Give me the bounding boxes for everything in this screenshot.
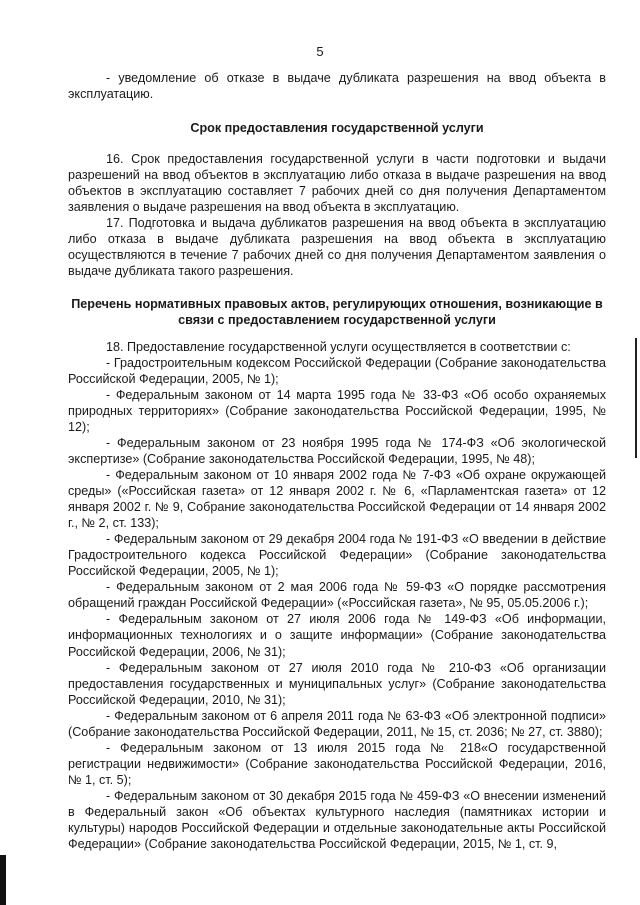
document-body [68, 70, 606, 852]
paragraph-16: 16. Срок предоставления государственной услуги в части подготовки и выдачи разрешений на ввод объектов в эксплуатацию либо отказа в выдаче разрешения на ввод объектов в эксплуатацию составляет 7 рабочих дней со дня получения Департаментом заявления о выдаче разрешения на ввод объекта в эксплуатацию. [68, 152, 606, 215]
scan-edge-mark [635, 338, 637, 458]
paragraph: - уведомление об отказе в выдаче дубликата разрешения на ввод объекта в эксплуатацию. [68, 71, 606, 102]
list-item: - Федеральным законом от 27 июля 2006 года № 149-ФЗ «Об информации, информационных технологиях и о защите информации» (Собрание законодательства Российской Федерации, 2006, № 31); [68, 612, 606, 659]
paragraph-18: 18. Предоставление государственной услуги осуществляется в соответствии с: [106, 339, 571, 354]
list-item: - Федеральным законом от 29 декабря 2004 года № 191-ФЗ «О введении в действие Градостроительного кодекса Российской Федерации» (Собрание законодательства Российской Федерации, 2005, № 1); [68, 532, 606, 579]
list-item: - Федеральным законом от 27 июля 2010 года № 210-ФЗ «Об организации предоставления государственных и муниципальных услуг» (Собрание законодательства Российской Федерации, 2010, № 31); [68, 660, 606, 707]
list-item: - Федеральным законом от 2 мая 2006 года № 59-ФЗ «О порядке рассмотрения обращений граждан Российской Федерации» («Российская газета», № 95, 05.05.2006 г.); [68, 580, 606, 611]
list-item: - Федеральным законом от 30 декабря 2015 года № 459-ФЗ «О внесении изменений в Федеральный закон «Об объектах культурного наследия (памятниках истории и культуры) народов Российской Федерации и отдельные законодательные акты Российской Федерации» (Собрание законодательства Российской Федерации, 2015, № 1, ст. 9, [68, 788, 606, 852]
scan-corner-mark [0, 855, 6, 905]
list-item: - Градостроительным кодексом Российской Федерации (Собрание законодательства Российской Федерации, 2005, № 1); [68, 355, 606, 386]
paragraph-17: 17. Подготовка и выдача дубликатов разрешения на ввод объекта в эксплуатацию либо отказа в выдаче дубликата разрешения на ввод объекта в эксплуатацию осуществляются в течение 7 рабочих дней со дня получения Департаментом заявления о выдаче дубликата такого разрешения. [68, 216, 606, 279]
list-item: - Федеральным законом от 10 января 2002 года № 7-ФЗ «Об охране окружающей среды» («Российская газета» от 12 января 2002 г. № 6, «Парламентская газета» от 12 января 2002 г. № 9, Собрание законодательства Российской Федерации от 14 января 2002 г., № 2, ст. 133); [68, 467, 606, 531]
list-item: - Федеральным законом от 23 ноября 1995 года № 174-ФЗ «Об экологической экспертизе» (Собрание законодательства Российской Федерации, 1995, № 48); [68, 435, 606, 466]
section-heading-term: Срок предоставления государственной услуги [190, 121, 484, 136]
page-number: 5 [316, 44, 324, 59]
list-item: - Федеральным законом от 14 марта 1995 года № 33-ФЗ «Об особо охраняемых природных территориях» (Собрание законодательства Российской Федерации, 1995, № 12); [68, 387, 606, 434]
section-heading-legal-acts: Перечень нормативных правовых актов, регулирующих отношения, возникающие в связи с предоставлением государственной услуги [71, 296, 603, 327]
list-item: - Федеральным законом от 6 апреля 2011 года № 63-ФЗ «Об электронной подписи» (Собрание законодательства Российской Федерации, 2011, № 15, ст. 2036; № 27, ст. 3880); [68, 708, 606, 739]
list-item: - Федеральным законом от 13 июля 2015 года № 218«О государственной регистрации недвижимости» (Собрание законодательства Российской Федерации, 2016, № 1, ст. 5); [68, 740, 606, 787]
